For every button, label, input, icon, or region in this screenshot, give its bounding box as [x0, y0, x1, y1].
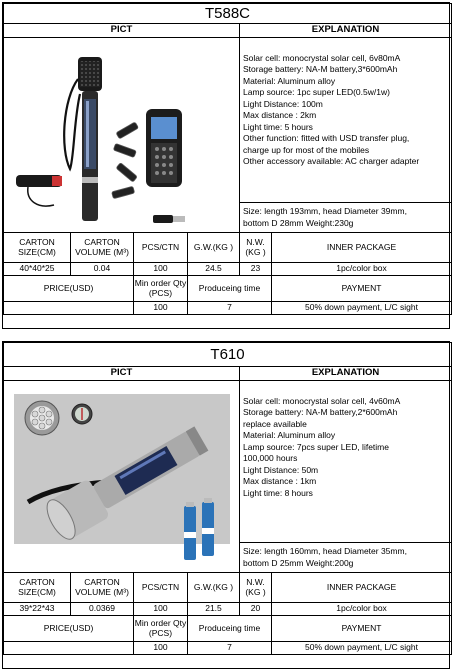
explanation-line: 100,000 hours — [243, 453, 298, 464]
carton-size-value: 40*40*25 — [4, 263, 71, 276]
flashlight-kit-illustration — [8, 39, 236, 229]
explanation-header: EXPLANATION — [240, 24, 452, 38]
mobile-phone-icon — [146, 109, 182, 187]
payment-value: 50% down payment, L/C sight — [272, 642, 452, 655]
explanation-line: Other accessory available: AC charger adapter — [243, 156, 420, 167]
product-image — [4, 38, 240, 233]
explanation-line: Storage battery: NA-M battery,3*600mAh — [243, 64, 398, 75]
carton-volume-value: 0.04 — [71, 263, 134, 276]
nw-header: N.W. (KG ) — [240, 573, 272, 603]
pcs-ctn-value: 100 — [134, 603, 188, 616]
nw-header: N.W. (KG ) — [240, 233, 272, 263]
spec-table — [3, 3, 452, 315]
payment-header: PAYMENT — [272, 616, 452, 642]
price-header: PRICE(USD) — [4, 616, 134, 642]
price-value — [4, 642, 134, 655]
price-value — [4, 302, 134, 315]
explanation-line: Light time: 5 hours — [243, 121, 313, 132]
product-sheet-t588c — [2, 2, 450, 329]
explanation-line: Material: Aluminum alloy — [243, 75, 336, 86]
explanation-line: Max distance : 1km — [243, 476, 317, 487]
gw-value: 24.5 — [188, 263, 240, 276]
carton-volume-header: CARTON VOLUME (M³) — [71, 233, 134, 263]
pcs-ctn-header: PCS/CTN — [134, 233, 188, 263]
inner-package-header: INNER PACKAGE — [272, 573, 452, 603]
spec-table — [3, 342, 452, 655]
product-sheet-t610 — [2, 341, 450, 669]
producing-time-value: 7 — [188, 642, 272, 655]
usb-adapter-icon — [153, 215, 185, 223]
carton-size-header: CARTON SIZE(CM) — [4, 233, 71, 263]
product-image — [4, 381, 240, 573]
explanation-line: Storage battery: NA-M battery,2*600mAh — [243, 407, 398, 418]
model-title: T588C — [4, 4, 452, 24]
size-text — [240, 203, 452, 233]
explanation-line: Solar cell: monocrystal solar cell, 6v80mA — [243, 53, 401, 63]
led-head-closeup-icon — [25, 401, 59, 435]
explanation-line: Solar cell: monocrystal solar cell, 4v60mA — [243, 396, 401, 406]
pcs-ctn-header: PCS/CTN — [134, 573, 188, 603]
carton-size-header: CARTON SIZE(CM) — [4, 573, 71, 603]
producing-time-value: 7 — [188, 302, 272, 315]
size-line: bottom D 25mm Weight:200g — [243, 557, 354, 568]
payment-value: 50% down payment, L/C sight — [272, 302, 452, 315]
size-line: Size: length 160mm, head Diameter 35mm, — [243, 546, 407, 557]
explanation-header: EXPLANATION — [240, 367, 452, 381]
payment-header: PAYMENT — [272, 276, 452, 302]
explanation-line: charge up for most of the mobiles — [243, 144, 370, 155]
gw-header: G.W.(KG ) — [188, 233, 240, 263]
nw-value: 20 — [240, 603, 272, 616]
explanation-line: Other function: fitted with USD transfer plug, — [243, 133, 410, 144]
explanation-text — [240, 381, 452, 543]
explanation-line: replace available — [243, 418, 307, 429]
model-title: T610 — [4, 343, 452, 367]
min-order-value: 100 — [134, 642, 188, 655]
compass-icon — [72, 404, 92, 424]
pict-header: PICT — [4, 24, 240, 38]
size-line: Size: length 193mm, head Diameter 39mm, — [243, 206, 407, 217]
producing-time-header: Produceing time — [188, 276, 272, 302]
carton-size-value: 39*22*43 — [4, 603, 71, 616]
explanation-line: Lamp source: 7pcs super LED, lifetime — [243, 441, 389, 452]
explanation-line: Lamp source: 1pc super LED(0.5w/1w) — [243, 87, 390, 98]
pict-header: PICT — [4, 367, 240, 381]
gw-header: G.W.(KG ) — [188, 573, 240, 603]
explanation-line: Light time: 8 hours — [243, 487, 313, 498]
gw-value: 21.5 — [188, 603, 240, 616]
nw-value: 23 — [240, 263, 272, 276]
explanation-line: Light Distance: 50m — [243, 464, 319, 475]
carton-volume-header: CARTON VOLUME (M³) — [71, 573, 134, 603]
pcs-ctn-value: 100 — [134, 263, 188, 276]
led-flashlight-illustration — [8, 382, 236, 568]
explanation-line: Material: Aluminum alloy — [243, 430, 336, 441]
price-header: PRICE(USD) — [4, 276, 134, 302]
min-order-value: 100 — [134, 302, 188, 315]
inner-package-header: INNER PACKAGE — [272, 233, 452, 263]
min-order-header: Min order Qty (PCS) — [134, 616, 188, 642]
size-line: bottom D 28mm Weight:230g — [243, 217, 354, 228]
inner-package-value: 1pc/color box — [272, 263, 452, 276]
carton-volume-value: 0.0369 — [71, 603, 134, 616]
explanation-text — [240, 38, 452, 203]
size-text — [240, 543, 452, 573]
explanation-line: Light Distance: 100m — [243, 98, 323, 109]
min-order-header: Min order Qty (PCS) — [134, 276, 188, 302]
inner-package-value: 1pc/color box — [272, 603, 452, 616]
explanation-line: Max distance : 2km — [243, 110, 317, 121]
producing-time-header: Produceing time — [188, 616, 272, 642]
